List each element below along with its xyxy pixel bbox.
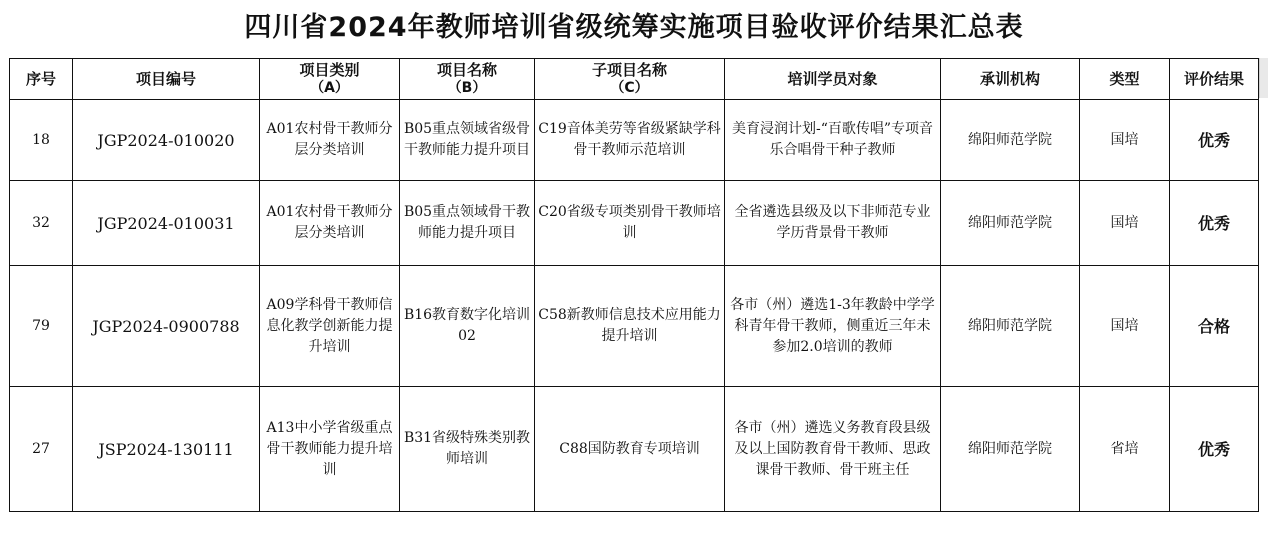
cell-target: 美育浸润计划-“百歌传唱”专项音乐合唱骨干种子教师 (725, 100, 941, 181)
cell-result: 合格 (1170, 266, 1259, 387)
cell-target: 各市（州）遴选义务教育段县级及以上国防教育骨干教师、思政课骨干教师、骨干班主任 (725, 387, 941, 512)
cell-result: 优秀 (1170, 181, 1259, 266)
cell-type: 国培 (1080, 100, 1170, 181)
cell-seq: 32 (10, 181, 73, 266)
cell-org: 绵阳师范学院 (941, 181, 1080, 266)
cell-category: A01农村骨干教师分层分类培训 (260, 100, 400, 181)
table-row (10, 387, 1259, 512)
header-org: 承训机构 (941, 59, 1080, 100)
cell-subproject: C20省级专项类别骨干教师培训 (535, 181, 725, 266)
header-name-label: 项目名称 (436, 61, 497, 79)
cell-org: 绵阳师范学院 (941, 387, 1080, 512)
table-row (10, 266, 1259, 387)
cell-type: 省培 (1080, 387, 1170, 512)
page-title: 四川省2024年教师培训省级统筹实施项目验收评价结果汇总表 (244, 12, 1024, 43)
cell-code: JSP2024-130111 (73, 387, 260, 512)
cell-name: B05重点领域省级骨干教师能力提升项目 (400, 100, 535, 181)
table-row (10, 100, 1259, 181)
cell-name: B31省级特殊类别教师培训 (400, 387, 535, 512)
header-result: 评价结果 (1170, 59, 1259, 100)
header-row (10, 59, 1259, 100)
cell-seq: 18 (10, 100, 73, 181)
cell-result: 优秀 (1170, 100, 1259, 181)
cell-subproject: C58新教师信息技术应用能力提升培训 (535, 266, 725, 387)
header-type: 类型 (1080, 59, 1170, 100)
cell-code: JGP2024-010020 (73, 100, 260, 181)
header-seq: 序号 (10, 59, 73, 100)
header-subproject (535, 59, 725, 100)
cell-target: 各市（州）遴选1-3年教龄中学学科青年骨干教师，侧重近三年未参加2.0培训的教师 (725, 266, 941, 387)
cell-subproject: C19音体美劳等省级紧缺学科骨干教师示范培训 (535, 100, 725, 181)
cell-org: 绵阳师范学院 (941, 100, 1080, 181)
header-subproject-sub: （C） (610, 80, 649, 96)
header-category (260, 59, 400, 100)
cell-category: A01农村骨干教师分层分类培训 (260, 181, 400, 266)
cell-type: 国培 (1080, 266, 1170, 387)
header-category-sub: （A） (310, 80, 349, 96)
results-table (9, 58, 1259, 512)
header-target: 培训学员对象 (725, 59, 941, 100)
cell-seq: 27 (10, 387, 73, 512)
cell-org: 绵阳师范学院 (941, 266, 1080, 387)
cell-code: JGP2024-0900788 (73, 266, 260, 387)
header-subproject-label: 子项目名称 (591, 61, 667, 79)
header-category-label: 项目类别 (299, 61, 360, 79)
cell-type: 国培 (1080, 181, 1170, 266)
cell-name: B05重点领域骨干教师能力提升项目 (400, 181, 535, 266)
cell-seq: 79 (10, 266, 73, 387)
header-code: 项目编号 (73, 59, 260, 100)
cell-name: B16教育数字化培训02 (400, 266, 535, 387)
cell-category: A13中小学省级重点骨干教师能力提升培训 (260, 387, 400, 512)
cell-category: A09学科骨干教师信息化教学创新能力提升培训 (260, 266, 400, 387)
scrollbar[interactable] (1259, 58, 1268, 98)
header-name (400, 59, 535, 100)
cell-code: JGP2024-010031 (73, 181, 260, 266)
cell-subproject: C88国防教育专项培训 (535, 387, 725, 512)
cell-target: 全省遴选县级及以下非师范专业学历背景骨干教师 (725, 181, 941, 266)
cell-result: 优秀 (1170, 387, 1259, 512)
header-name-sub: （B） (447, 80, 487, 96)
table-row (10, 181, 1259, 266)
